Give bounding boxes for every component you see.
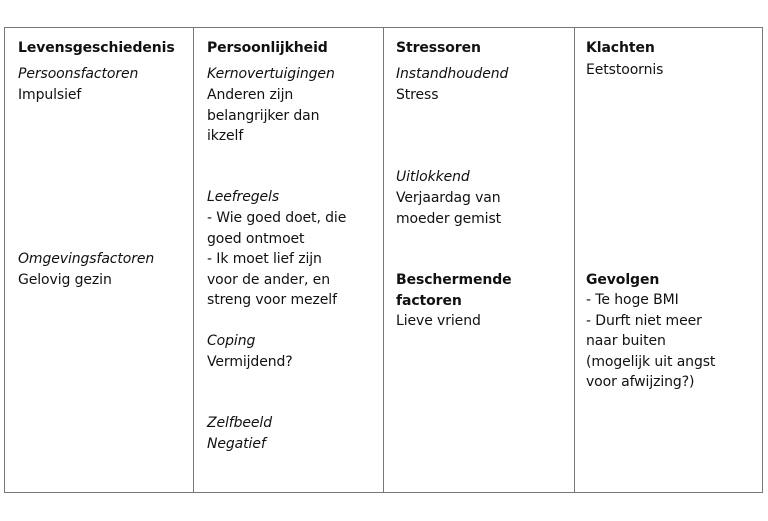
value-leefregels: - Wie goed doet, die goed ontmoet - Ik moet lief zijn voor de ander, en streng voor mezelf xyxy=(207,210,347,308)
value-beschermende-factoren: Lieve vriend xyxy=(396,313,481,329)
label-instandhoudend: Instandhoudend xyxy=(396,66,509,82)
label-omgevingsfactoren: Omgevingsfactoren xyxy=(18,251,155,267)
header-levensgeschiedenis: Levensgeschiedenis xyxy=(18,40,175,56)
column-divider xyxy=(383,27,384,493)
value-instandhoudend: Stress xyxy=(396,87,439,103)
label-gevolgen: Gevolgen xyxy=(586,272,660,288)
value-kernovertuigingen: Anderen zijn belangrijker dan ikzelf xyxy=(207,87,320,144)
value-gevolgen: - Te hoge BMI - Durft niet meer naar buiten (mogelijk uit angst voor afwijzing?) xyxy=(586,292,716,390)
value-persoonsfactoren: Impulsief xyxy=(18,87,82,103)
value-omgevingsfactoren: Gelovig gezin xyxy=(18,272,112,288)
value-uitlokkend: Verjaardag van moeder gemist xyxy=(396,190,502,227)
label-persoonsfactoren: Persoonsfactoren xyxy=(18,66,139,82)
label-uitlokkend: Uitlokkend xyxy=(396,169,470,185)
value-coping: Vermijdend? xyxy=(207,354,293,370)
header-klachten: Klachten xyxy=(586,40,655,56)
value-klachten: Eetstoornis xyxy=(586,62,664,78)
label-kernovertuigingen: Kernovertuigingen xyxy=(207,66,335,82)
column-divider xyxy=(193,27,194,493)
label-leefregels: Leefregels xyxy=(207,189,280,205)
value-zelfbeeld: Negatief xyxy=(207,436,266,452)
label-zelfbeeld: Zelfbeeld xyxy=(207,415,273,431)
label-beschermende-factoren: Beschermende factoren xyxy=(396,272,512,309)
column-divider xyxy=(574,27,575,493)
label-coping: Coping xyxy=(207,333,256,349)
header-persoonlijkheid: Persoonlijkheid xyxy=(207,40,328,56)
header-stressoren: Stressoren xyxy=(396,40,481,56)
